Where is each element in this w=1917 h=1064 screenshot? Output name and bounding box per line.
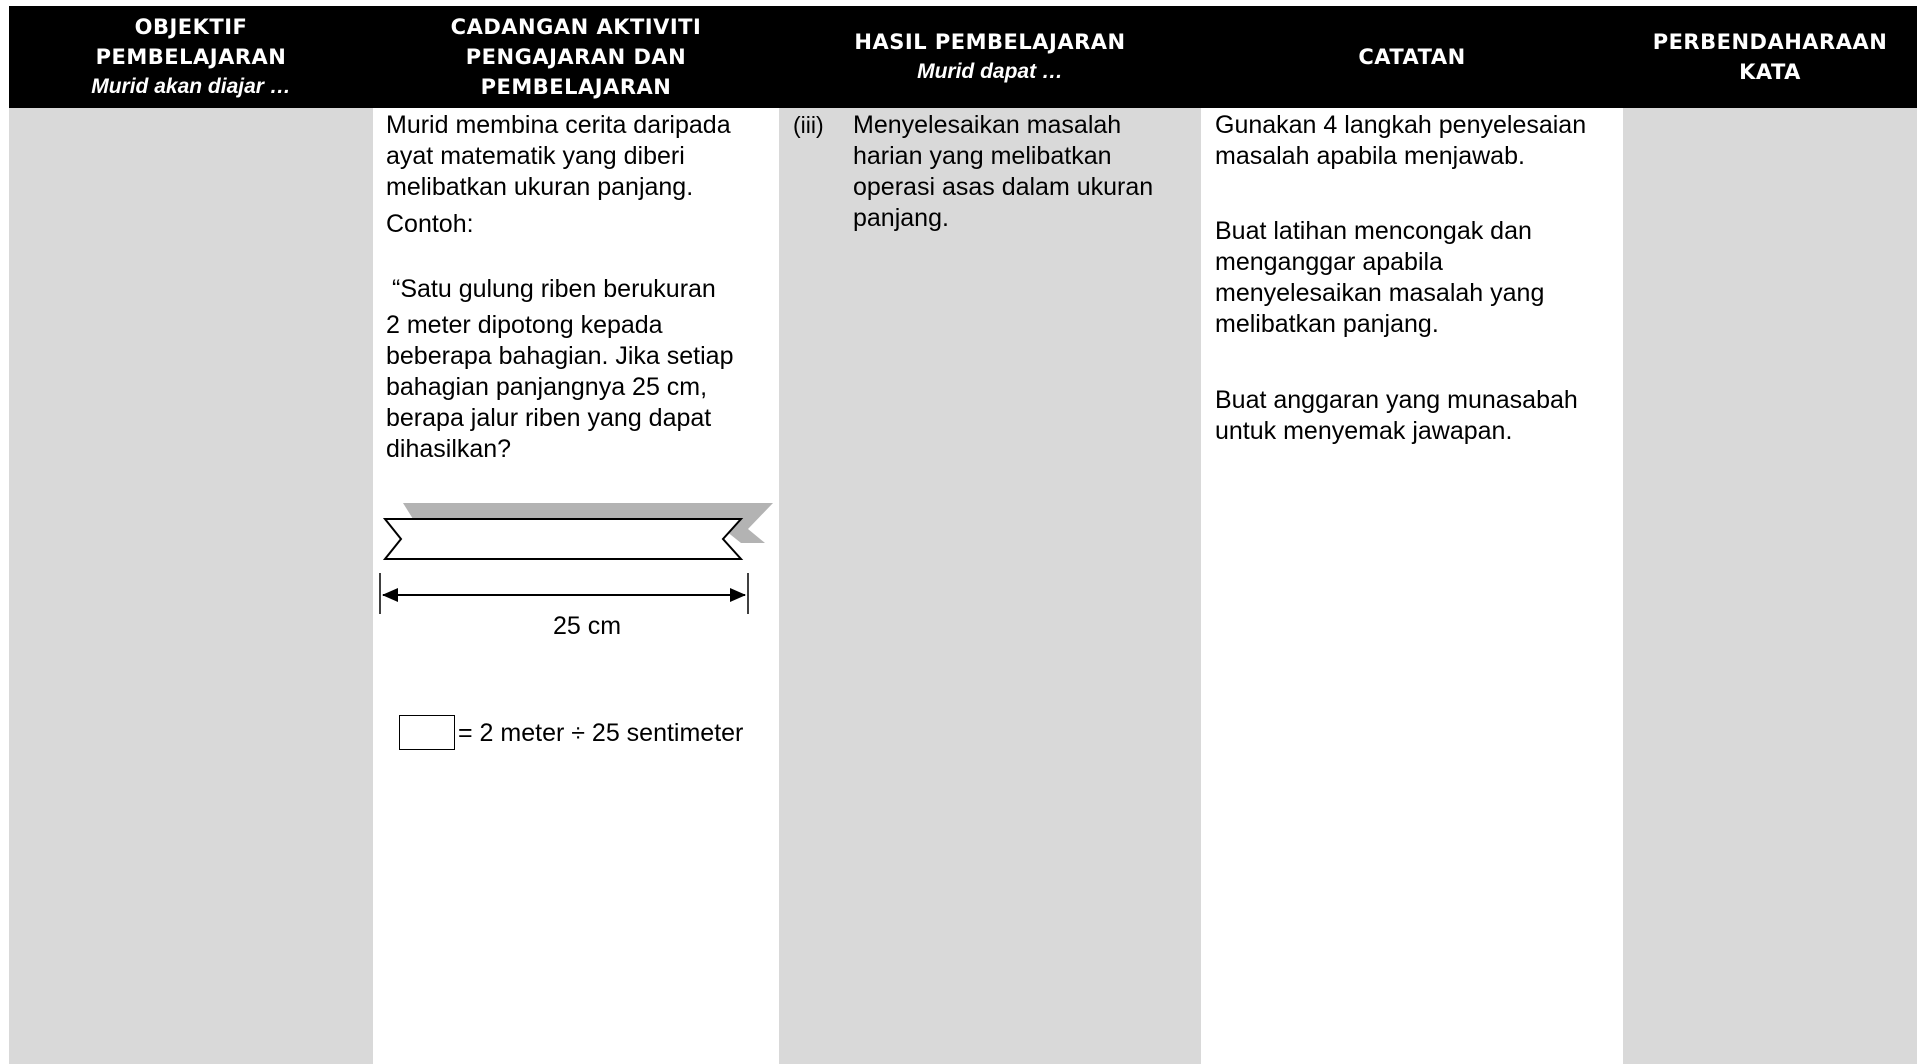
cadangan-story-line1: “Satu gulung riben berukuran [392, 275, 716, 303]
header-cadangan-line2: PENGAJARAN DAN [465, 45, 687, 69]
table-header [9, 6, 1917, 108]
header-cadangan-line3: PEMBELAJARAN [480, 75, 672, 99]
header-cadangan [373, 6, 779, 108]
hasil-text: Menyelesaikan masalah harian yang melibatkan operasi asas dalam ukuran panjang. [853, 111, 1154, 232]
header-hasil [779, 6, 1201, 108]
ribbon-diagram [373, 491, 779, 631]
hasil-marker: (iii) [793, 112, 824, 138]
header-perbendaharaan [1623, 6, 1917, 108]
column-catatan [1201, 108, 1623, 1064]
equation-text: = 2 meter ÷ 25 sentimeter [458, 719, 744, 747]
ribbon-shape [385, 519, 741, 559]
header-cadangan-line1: CADANGAN AKTIVITI [450, 15, 702, 39]
cadangan-contoh: Contoh: [386, 210, 474, 238]
dimension-label: 25 cm [553, 612, 622, 640]
column-objektif [9, 108, 373, 1064]
header-perbendaharaan-line1: PERBENDAHARAAN [1652, 30, 1888, 54]
column-hasil [779, 108, 1201, 1064]
header-perbendaharaan-line2: KATA [1739, 60, 1801, 84]
header-objektif-line2: PEMBELAJARAN [95, 45, 287, 69]
catatan-p1: Gunakan 4 langkah penyelesaian masalah apabila menjawab. [1215, 111, 1587, 170]
cadangan-story: 2 meter dipotong kepada beberapa bahagian. Jika setiap bahagian panjangnya 25 cm, berapa jalur riben yang dapat dihasilkan? [386, 311, 734, 463]
header-objektif-sub: Murid akan diajar … [91, 75, 291, 98]
answer-box [399, 715, 455, 750]
header-catatan-line1: CATATAN [1358, 45, 1466, 69]
cadangan-intro: Murid membina cerita daripada ayat matematik yang diberi melibatkan ukuran panjang. [386, 111, 731, 201]
header-objektif-line1: OBJEKTIF [134, 15, 248, 39]
header-hasil-sub: Murid dapat … [917, 60, 1063, 83]
header-catatan [1201, 6, 1623, 108]
catatan-p2: Buat latihan mencongak dan menganggar apabila menyelesaikan masalah yang melibatkan panjang. [1215, 217, 1545, 338]
catatan-p3: Buat anggaran yang munasabah untuk menyemak jawapan. [1215, 386, 1578, 445]
dimension-arrow-right [730, 588, 746, 602]
dimension-arrow-left [382, 588, 398, 602]
column-perbendaharaan [1623, 108, 1917, 1064]
column-cadangan [373, 108, 779, 1064]
header-objektif [9, 6, 373, 108]
header-hasil-line1: HASIL PEMBELAJARAN [854, 30, 1126, 54]
